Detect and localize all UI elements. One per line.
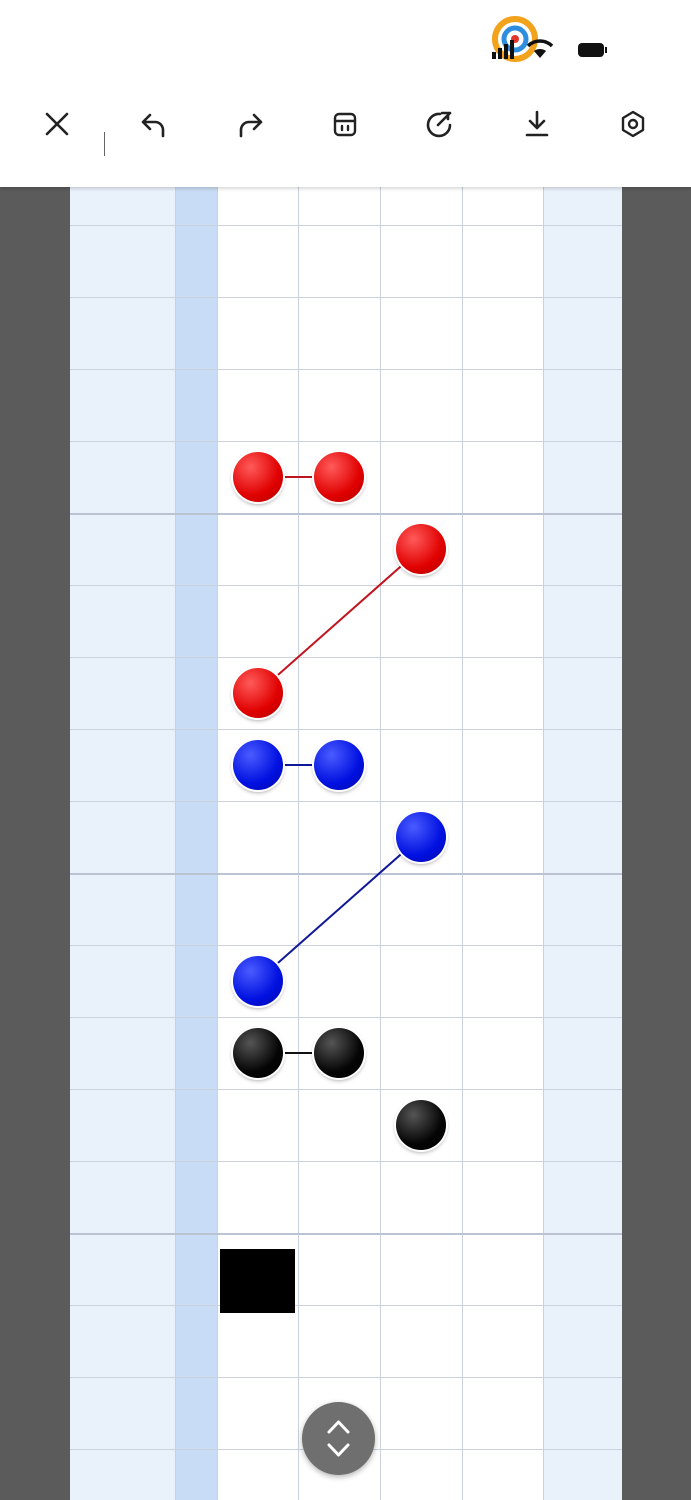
highlight-ball[interactable] xyxy=(396,1100,446,1150)
settings-button[interactable] xyxy=(598,109,668,143)
share-button[interactable] xyxy=(406,109,476,143)
highlight-ball[interactable] xyxy=(396,812,446,862)
highlight-ball[interactable] xyxy=(314,452,364,502)
close-button[interactable] xyxy=(22,109,92,143)
undo-button[interactable] xyxy=(119,109,189,143)
highlight-ball[interactable] xyxy=(233,1028,283,1078)
redo-icon xyxy=(235,109,265,139)
highlight-ball[interactable] xyxy=(233,740,283,790)
status-bar xyxy=(0,0,691,95)
highlight-ball[interactable] xyxy=(233,956,283,1006)
redo-button[interactable] xyxy=(215,109,285,143)
highlight-ball[interactable] xyxy=(314,740,364,790)
highlight-ball[interactable] xyxy=(396,524,446,574)
save-button[interactable] xyxy=(502,109,572,143)
scroll-toggle-button[interactable] xyxy=(302,1402,375,1475)
clear-icon xyxy=(330,109,360,139)
highlight-ball[interactable] xyxy=(233,668,283,718)
connection-lines xyxy=(70,187,622,1500)
undo-icon xyxy=(139,109,169,139)
close-icon xyxy=(42,109,72,139)
settings-icon xyxy=(618,109,648,139)
clear-button[interactable] xyxy=(310,109,380,143)
expand-collapse-icon xyxy=(302,1402,375,1475)
prediction-box[interactable] xyxy=(220,1249,295,1313)
highlight-ball[interactable] xyxy=(233,452,283,502)
toolbar xyxy=(0,95,691,187)
save-icon xyxy=(522,109,552,139)
signal-icon xyxy=(490,36,610,62)
trend-chart-grid[interactable] xyxy=(70,187,622,1500)
highlight-ball[interactable] xyxy=(314,1028,364,1078)
blue-connector-line xyxy=(258,837,421,981)
share-icon xyxy=(426,109,456,139)
toolbar-divider xyxy=(104,132,105,156)
red-connector-line xyxy=(258,549,421,693)
